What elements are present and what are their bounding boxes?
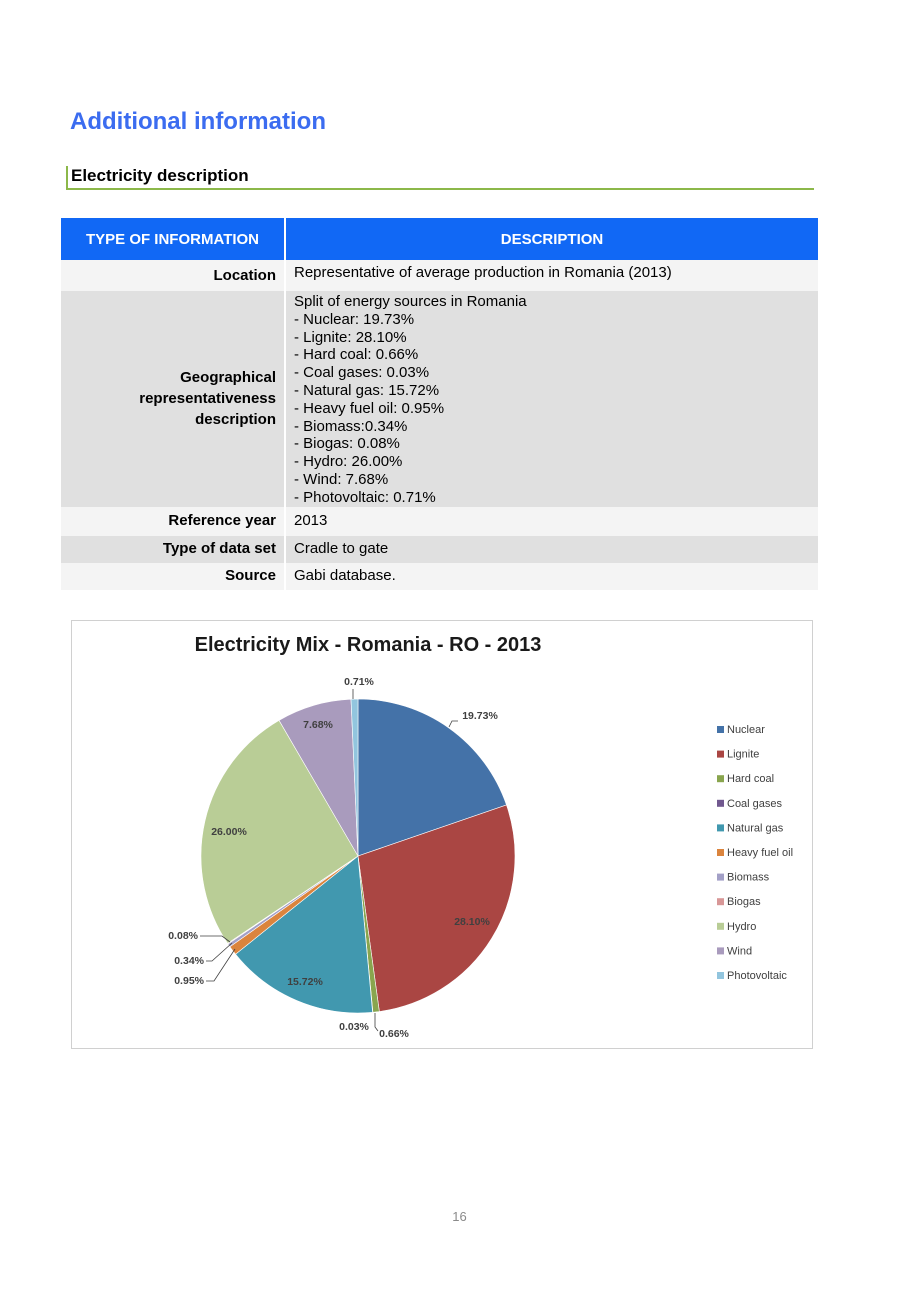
table-header-row xyxy=(61,218,818,260)
leader-line-biomass xyxy=(206,943,232,961)
pie-slices xyxy=(201,699,515,1013)
value-line: - Wind: 7.68% xyxy=(294,470,389,488)
row-value-geographical xyxy=(285,291,818,507)
legend-swatch-photovoltaic xyxy=(717,972,724,979)
header-description: DESCRIPTION xyxy=(285,218,818,260)
information-table xyxy=(61,218,818,590)
legend-swatch-natural-gas xyxy=(717,824,724,831)
legend-swatch-hydro xyxy=(717,923,724,930)
legend-swatch-wind xyxy=(717,947,724,954)
chart-legend xyxy=(717,724,793,982)
data-label-natural-gas: 15.72% xyxy=(287,976,323,988)
table-row-geographical xyxy=(61,291,818,507)
data-label-nuclear: 19.73% xyxy=(462,710,498,722)
value-line: - Heavy fuel oil: 0.95% xyxy=(294,399,445,417)
data-label-coal-gases: 0.03% xyxy=(339,1021,369,1033)
value-line: - Lignite: 28.10% xyxy=(294,328,407,346)
table-row-source xyxy=(61,563,818,590)
page-number: 16 xyxy=(452,1209,467,1224)
electricity-mix-chart xyxy=(71,620,813,1049)
legend-swatch-nuclear xyxy=(717,726,724,733)
table-row-type-of-data-set xyxy=(61,536,818,563)
leader-line-nuclear xyxy=(449,721,458,727)
data-label-hydro: 26.00% xyxy=(211,826,247,838)
table-row-reference-year xyxy=(61,507,818,536)
row-value-source: Gabi database. xyxy=(285,563,818,590)
value-line: - Biogas: 0.08% xyxy=(294,435,400,453)
pie-chart-svg xyxy=(72,621,812,1048)
legend-label-hard-coal: Hard coal xyxy=(727,773,775,786)
value-line: - Photovoltaic: 0.71% xyxy=(294,488,436,506)
value-line: - Biomass:0.34% xyxy=(294,417,408,435)
value-line: - Natural gas: 15.72% xyxy=(294,381,440,399)
legend-label-heavy-fuel-oil: Heavy fuel oil xyxy=(727,847,794,859)
legend-label-photovoltaic: Photovoltaic xyxy=(727,970,787,982)
legend-label-natural-gas: Natural gas xyxy=(727,822,784,835)
row-value-reference-year: 2013 xyxy=(285,507,818,536)
key-line: description xyxy=(195,410,276,428)
legend-label-coal-gases: Coal gases xyxy=(727,797,783,810)
value-line: Split of energy sources in Romania xyxy=(294,293,527,310)
data-label-photovoltaic: 0.71% xyxy=(344,676,374,688)
section-heading-text: Electricity description xyxy=(71,166,249,185)
row-value-location: Representative of average production in Romania (2013) xyxy=(285,260,818,291)
legend-label-wind: Wind xyxy=(727,945,753,958)
key-line: Geographical xyxy=(180,369,276,387)
value-line: - Coal gases: 0.03% xyxy=(294,364,430,382)
legend-label-biomass: Biomass xyxy=(727,871,770,884)
row-value-type-of-data-set: Cradle to gate xyxy=(285,536,818,563)
chart-title: Electricity Mix - Romania - RO - 2013 xyxy=(194,634,542,656)
legend-swatch-coal-gases xyxy=(717,800,724,807)
legend-swatch-heavy-fuel-oil xyxy=(717,849,724,856)
value-line: - Hydro: 26.00% xyxy=(294,453,403,471)
legend-swatch-lignite xyxy=(717,751,724,758)
row-key-reference-year: Reference year xyxy=(61,507,285,536)
data-label-biogas: 0.08% xyxy=(168,930,198,942)
data-label-heavy-fuel-oil: 0.95% xyxy=(174,975,204,987)
row-key-type-of-data-set: Type of data set xyxy=(61,536,285,563)
row-key-geographical xyxy=(61,291,285,507)
legend-swatch-hard-coal xyxy=(717,775,724,782)
key-line: representativeness xyxy=(139,389,276,407)
legend-swatch-biogas xyxy=(717,898,724,905)
legend-label-nuclear: Nuclear xyxy=(727,724,765,736)
data-label-lignite: 28.10% xyxy=(454,916,490,928)
header-type-of-information: TYPE OF INFORMATION xyxy=(61,218,285,260)
row-key-location: Location xyxy=(61,260,285,291)
legend-label-biogas: Biogas xyxy=(727,896,761,909)
leader-line-hard-coal xyxy=(375,1013,378,1031)
page-heading: Additional information xyxy=(70,108,326,135)
section-heading xyxy=(66,166,814,190)
data-label-wind: 7.68% xyxy=(303,719,333,731)
legend-label-hydro: Hydro xyxy=(727,920,757,933)
data-label-hard-coal: 0.66% xyxy=(379,1028,409,1040)
row-key-source: Source xyxy=(61,563,285,590)
legend-swatch-biomass xyxy=(717,874,724,881)
data-label-biomass: 0.34% xyxy=(174,955,204,967)
value-line: - Nuclear: 19.73% xyxy=(294,310,415,328)
table-row-location xyxy=(61,260,818,291)
legend-label-lignite: Lignite xyxy=(727,748,760,761)
value-line: - Hard coal: 0.66% xyxy=(294,346,419,364)
